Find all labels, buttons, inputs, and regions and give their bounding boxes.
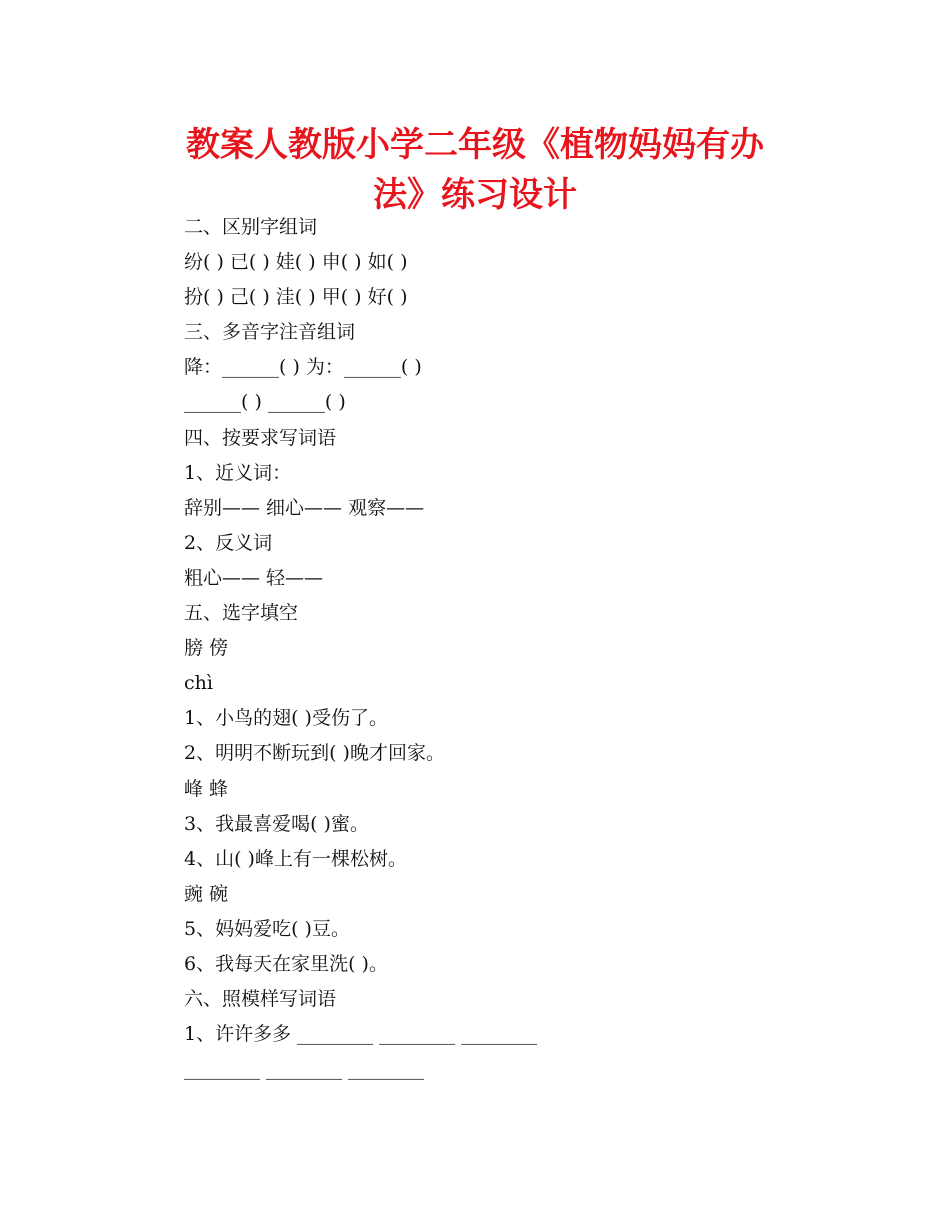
document-title bbox=[0, 120, 950, 220]
exercise-line: 1、许许多多 ________ ________ ________ bbox=[184, 1023, 538, 1046]
character-choice: 膀 傍 bbox=[184, 637, 229, 660]
exercise-line: 3、我最喜爱喝( )蜜。 bbox=[184, 812, 369, 835]
exercise-line: 辞别—— 细心—— 观察—— bbox=[184, 496, 425, 519]
exercise-line: ________ ________ ________ bbox=[184, 1058, 425, 1081]
section-heading-4: 四、按要求写词语 bbox=[184, 426, 337, 449]
exercise-line: ______( ) ______( ) bbox=[184, 391, 346, 414]
character-choice: 峰 蜂 bbox=[184, 777, 229, 800]
section-heading-5: 五、选字填空 bbox=[184, 602, 299, 625]
subheading-synonyms: 1、近义词： bbox=[184, 461, 292, 484]
pinyin-note: chì bbox=[184, 672, 213, 695]
section-heading-3: 三、多音字注音组词 bbox=[184, 321, 356, 344]
exercise-line: 纷( ) 已( ) 娃( ) 申( ) 如( ) bbox=[184, 251, 408, 274]
exercise-line: 1、小鸟的翅( )受伤了。 bbox=[184, 707, 388, 730]
exercise-line: 4、山( )峰上有一棵松树。 bbox=[184, 847, 407, 870]
title-line-2: 法》练习设计 bbox=[373, 175, 577, 215]
document-body bbox=[184, 210, 884, 1087]
exercise-line: 扮( ) 己( ) 洼( ) 甲( ) 好( ) bbox=[184, 286, 408, 309]
section-heading-6: 六、照模样写词语 bbox=[184, 988, 337, 1011]
character-choice: 豌 碗 bbox=[184, 882, 229, 905]
exercise-line: 6、我每天在家里洗( )。 bbox=[184, 952, 388, 975]
exercise-line: 5、妈妈爱吃( )豆。 bbox=[184, 917, 350, 940]
exercise-line: 降：______( ) 为：______( ) bbox=[184, 356, 422, 379]
title-line-1: 教案人教版小学二年级《植物妈妈有办 bbox=[186, 125, 764, 165]
section-heading-2: 二、区别字组词 bbox=[184, 216, 318, 238]
exercise-line: 粗心—— 轻—— bbox=[184, 566, 324, 589]
exercise-line: 2、明明不断玩到( )晚才回家。 bbox=[184, 742, 445, 765]
subheading-antonyms: 2、反义词 bbox=[184, 531, 273, 554]
